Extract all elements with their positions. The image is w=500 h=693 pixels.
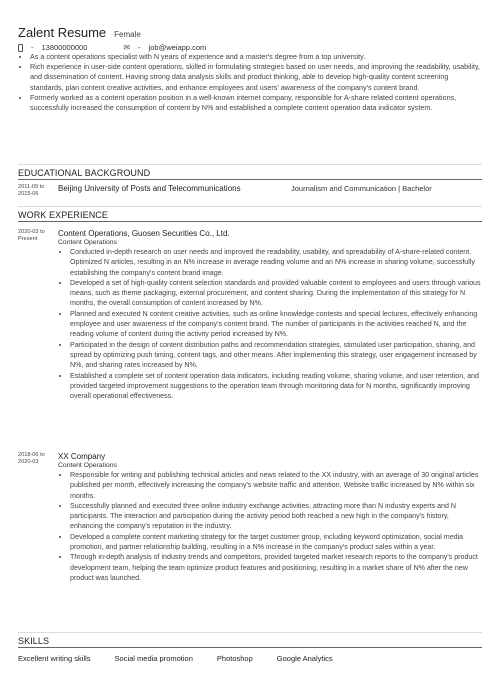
job-body [58, 229, 482, 401]
resume-header [18, 25, 482, 52]
job-bullet: • Developed a complete content marketing strategy for the target customer group, including keyword optimization, social media promotion, and partner relationship building, resulting in a N% increase in the company's product sales within a year. [70, 532, 482, 553]
job-entry [18, 452, 482, 583]
job-bullets [58, 247, 482, 401]
email-address: job@weiapp.com [148, 43, 207, 52]
job-dates [18, 452, 58, 583]
job-entry [18, 229, 482, 401]
job-company: Content Operations, Guosen Securities Co., Ltd. [58, 229, 230, 238]
work-rule [18, 221, 482, 222]
job-dates [18, 229, 58, 401]
work-title: WORK EXPERIENCE [18, 210, 109, 220]
job-bullet: • Developed a set of high-quality content selection standards and provided valuable content to employees and users through various means, such as theme packaging, external procurement, and content sharing. During the implementation of this strategy for N months, the overall consumption of content increased by N%. [70, 278, 482, 309]
education-school: Beijing University of Posts and Telecommunications [58, 184, 241, 193]
skill-item: Excellent writing skills [18, 654, 91, 663]
job-end: 2020-03 [18, 459, 39, 465]
skills-title: SKILLS [18, 636, 50, 646]
job-bullet: • Conducted in-depth research on user needs and improved the readability, usability, and spreadability of A-share-related content. Optimized N articles, resulting in an N% increase in average reading volume and an N% increase in sharing volume, successfully establishing the company's content brand image. [70, 247, 482, 278]
divider [18, 632, 482, 633]
job-role: Content Operations [58, 239, 117, 246]
job-bullet: • Participated in the design of content distribution paths and recommendation strategies, stimulated user participation, sharing, and spread by optimizing push timing, content tags, and other means. After implementing this strategy, user engagement increased by N%, and sharing rates increased by N%. [70, 340, 482, 371]
email-icon: ✉ [123, 43, 131, 52]
job-bullet: • Established a complete set of content operation data indicators, including reading volume, sharing volume, and user retention, and provided targeted improvement suggestions to the operation team through monitoring data for N months, significantly improving overall operational effectiveness. [70, 371, 482, 402]
summary-section [18, 52, 482, 113]
name-line [18, 25, 482, 40]
skills-list [18, 654, 482, 663]
job-bullet: • Successfully planned and executed three online industry exchange activities, attracting more than N industry experts and N participants. The interaction and participation during the activity period both reached a new high in the company's history, enhancing the company's reputation in the industry. [70, 501, 482, 532]
education-entry [18, 184, 482, 198]
divider [18, 164, 482, 165]
divider [18, 206, 482, 207]
job-bullet: • Planned and executed N content creative activities, such as online knowledge contests and special lectures, effectively enhancing employee and user awareness of the company's content brand. The number of participants in the activities reached N, and the reading volume of content during the activity period increased by N%. [70, 309, 482, 340]
education-dates [18, 184, 58, 198]
job-end: Present [18, 236, 38, 242]
skills-rule [18, 647, 482, 648]
contact-line [18, 43, 482, 52]
email-separator: - [138, 43, 141, 52]
job-role: Content Operations [58, 462, 117, 469]
education-start: 2011-09 to [18, 184, 45, 190]
education-rule [18, 179, 482, 180]
job-bullet: • Responsible for writing and publishing technical articles and news related to the XX industry, with an average of 30 original articles published per month, effectively increasing the company's website traffic and attention. Website traffic increased by N% within six months. [70, 470, 482, 501]
skill-item: Photoshop [216, 654, 253, 663]
phone-separator: - [31, 43, 34, 52]
education-major: Journalism and Communication | Bachelor [291, 184, 432, 193]
candidate-gender: Female [114, 30, 141, 39]
summary-item: • Formerly worked as a content operation position in a well-known internet company, responsible for A-share related content operations, successfully increased the consumption of content by N% and established a complete content operation data indicator system. [30, 93, 482, 113]
job-start: 2020-03 to [18, 229, 45, 235]
education-title: EDUCATIONAL BACKGROUND [18, 168, 151, 178]
education-end: 2015-06 [18, 191, 39, 197]
job-bullet: • Through in-depth analysis of industry trends and competitors, provided targeted market research reports to the company's product development team, helping the team optimize product features and positioning, resulting in a market share of N% after the new product was launched. [70, 552, 482, 583]
job-bullets [58, 470, 482, 583]
job-company: XX Company [58, 452, 106, 461]
job-body [58, 452, 482, 583]
candidate-name: Zalent Resume [18, 25, 107, 40]
summary-item: • As a content operations specialist with N years of experience and a master's degree from a top university. [30, 52, 482, 62]
skill-item: Google Analytics [276, 654, 333, 663]
phone-icon [18, 44, 23, 52]
summary-item: • Rich experience in user-side content operations, skilled in formulating strategies based on user needs, and improving the readability, usability, and dissemination of content. Having strong data analysis skills and product thinking, able to develop high-quality content screening standards, plan content creative activities, and enhance employees and users' awareness of the company's content brand. [30, 62, 482, 93]
job-start: 2018-06 to [18, 452, 45, 458]
summary-list [18, 52, 482, 113]
phone-number: 13800000000 [41, 43, 88, 52]
skill-item: Social media promotion [114, 654, 193, 663]
